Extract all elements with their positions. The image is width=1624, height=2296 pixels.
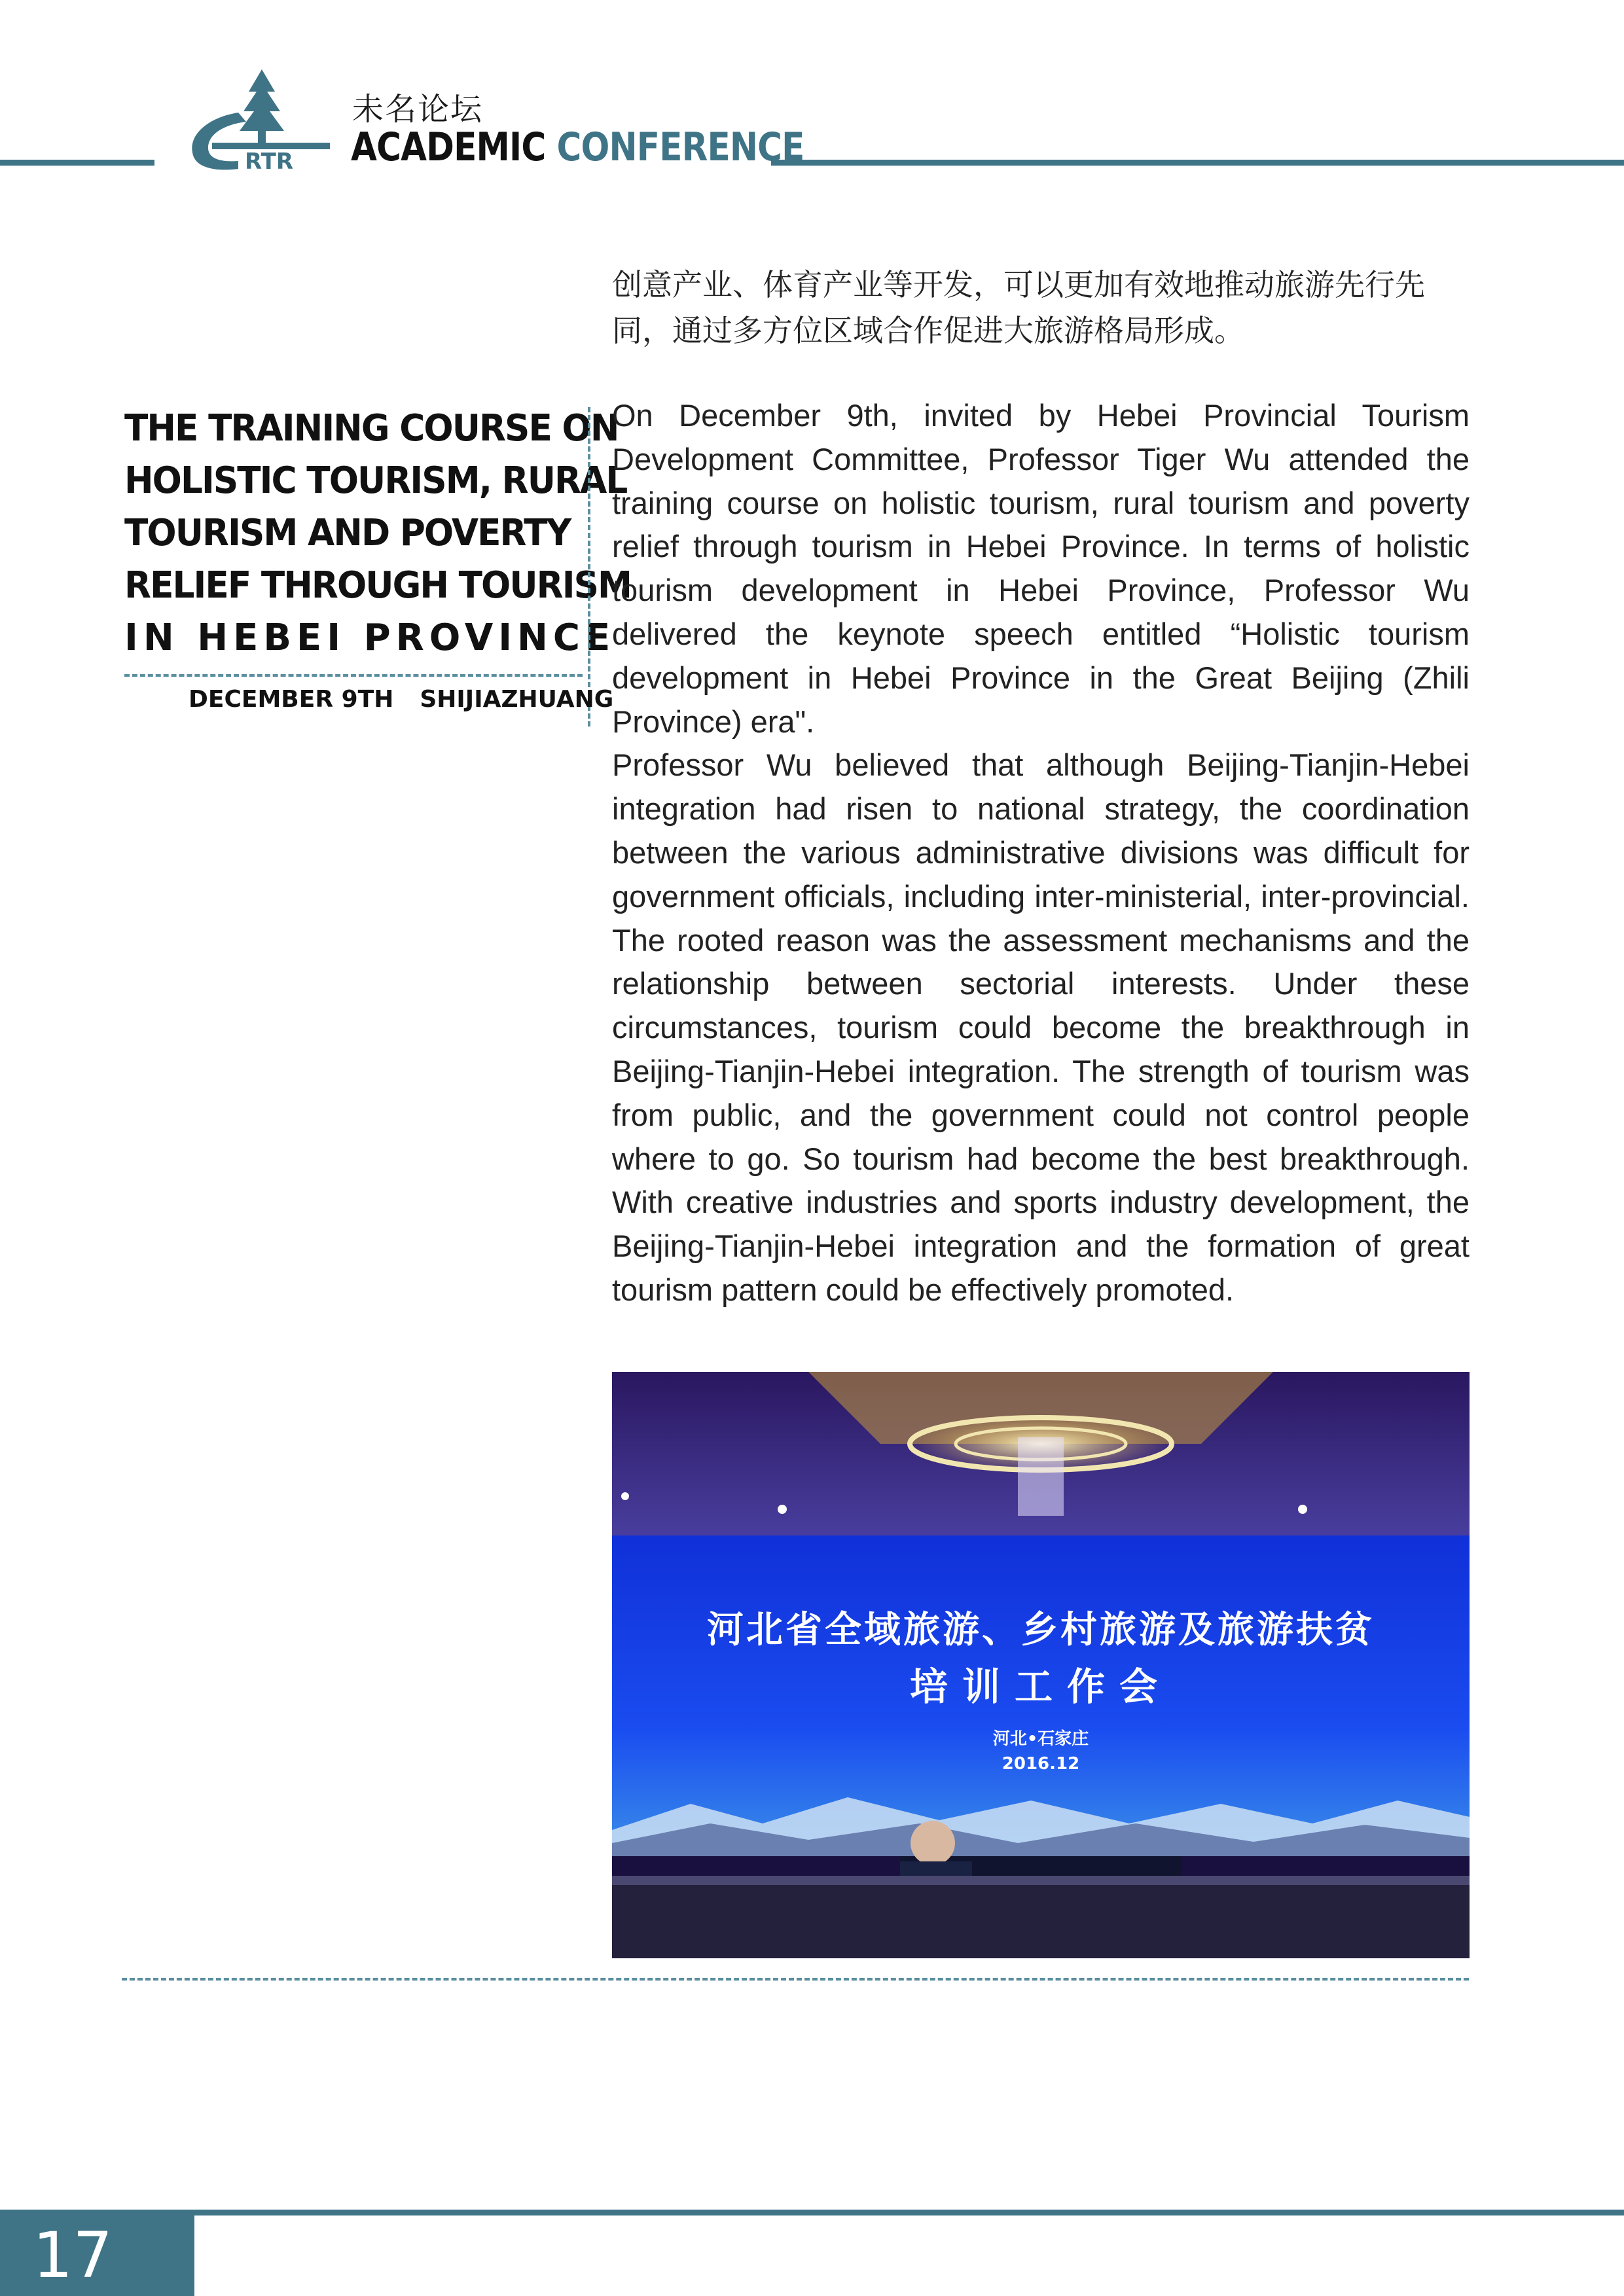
page-number: 17 bbox=[33, 2219, 113, 2292]
header-rule-left bbox=[0, 160, 154, 166]
brand-word-academic: ACADEMIC bbox=[351, 124, 546, 170]
column-divider bbox=[588, 407, 590, 726]
footer-rule bbox=[0, 2210, 1624, 2215]
article-location: SHIJIAZHUANG bbox=[420, 686, 614, 713]
title-line: HOLISTIC TOURISM, RURAL bbox=[124, 459, 627, 502]
logo-text: RTR bbox=[245, 149, 294, 170]
title-line: IN HEBEI PROVINCE bbox=[124, 617, 616, 659]
bottom-divider bbox=[122, 1978, 1469, 1981]
header-rule-right bbox=[771, 160, 1624, 166]
chinese-paragraph: 创意产业、体育产业等开发，可以更加有效地推动旅游先行先同，通过多方位区域合作促进大旅游格局形成。 bbox=[612, 267, 1425, 348]
title-line: RELIEF THROUGH TOURISM bbox=[124, 564, 632, 607]
brand-word-conference: CONFERENCE bbox=[556, 124, 804, 170]
brand-english-name bbox=[351, 124, 804, 170]
article-date: DECEMBER 9TH bbox=[189, 686, 394, 713]
byline bbox=[189, 686, 613, 713]
title-divider bbox=[124, 674, 583, 677]
title-line: THE TRAINING COURSE ON bbox=[124, 407, 619, 450]
conference-photo bbox=[612, 1372, 1470, 1958]
title-line: TOURISM AND POVERTY bbox=[124, 512, 571, 554]
article-body bbox=[612, 394, 1470, 1312]
rtr-logo-icon bbox=[186, 65, 330, 170]
body-paragraph: Professor Wu believed that although Beijing-Tianjin-Hebei integration had risen to national strategy, the coordination between the various administrative divisions was difficult for government officials, including inter-ministerial, inter-provincial. The rooted reason was the assessment mechanisms and the relationship between sectorial interests. Under these circumstances, tourism could become the breakthrough in Beijing-Tianjin-Hebei integration. The strength of tourism was from public, and the government could not control people where to go. So tourism had become the best breakthrough. With creative industries and sports industry development, the Beijing-Tianjin-Hebei integration and the formation of great tourism pattern could be effectively promoted. bbox=[612, 747, 1470, 1307]
banner-location: 河北•石家庄 bbox=[992, 1729, 1089, 1749]
body-paragraph: On December 9th, invited by Hebei Provincial Tourism Development Committee, Professor Tiger Wu attended the training course on holistic tourism, rural tourism and poverty relief through tourism in Hebei Province. In terms of holistic tourism development in Hebei Province, Professor Wu delivered the keynote speech entitled “Holistic tourism development in Hebei Province in the Great Beijing (Zhili Province) era". bbox=[612, 398, 1470, 739]
article-title bbox=[124, 403, 632, 664]
brand-chinese-name: 未名论坛 bbox=[352, 91, 484, 128]
banner-date: 2016.12 bbox=[1001, 1754, 1080, 1774]
banner-title-line2: 培训工作会 bbox=[909, 1664, 1172, 1709]
banner-title-line1: 河北省全域旅游、乡村旅游及旅游扶贫 bbox=[707, 1608, 1375, 1651]
